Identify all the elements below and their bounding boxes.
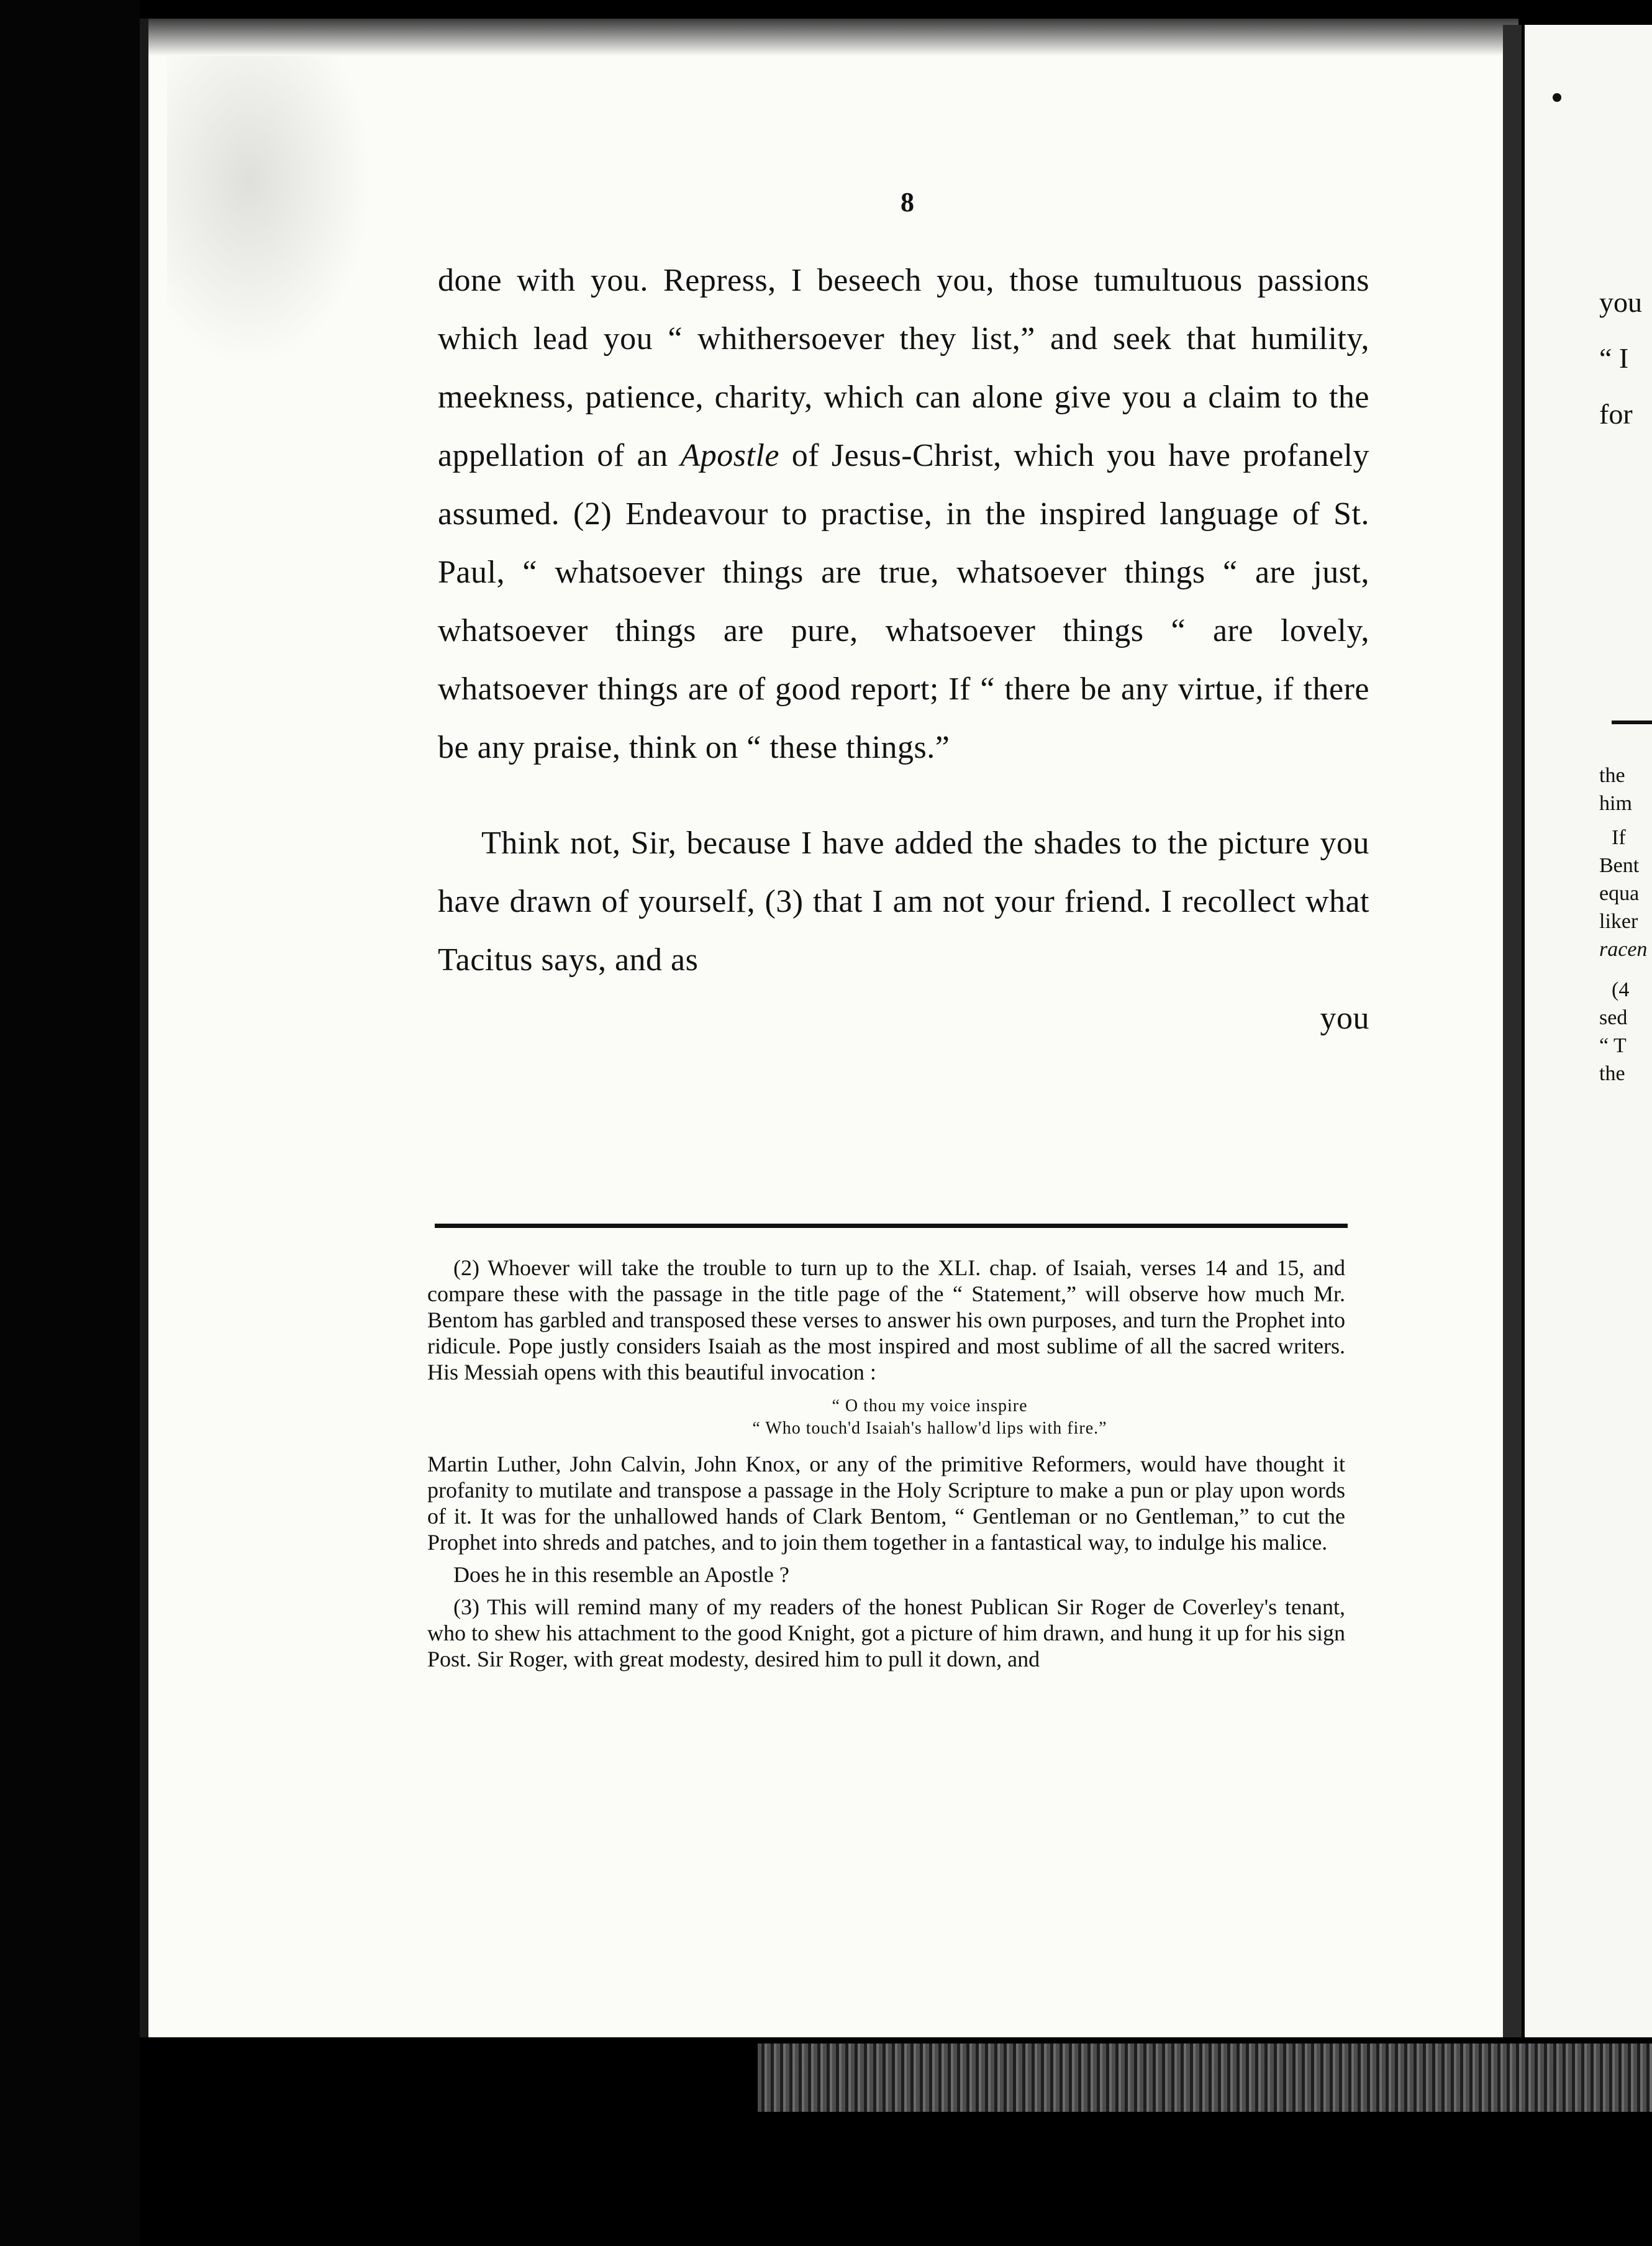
footnote-3: (3) This will remind many of my readers of the honest Publican Sir Roger de Coverley's tenant, who to shew his attachment to the good Knight, got a picture of him drawn, and hung it up for his sign Post. Sir Roger, with great modesty, desired him to pull it down, and	[427, 1594, 1345, 1671]
facing-line-5: him	[1599, 792, 1632, 815]
facing-line-3: for	[1599, 398, 1633, 430]
catchword: you	[1320, 1001, 1369, 1036]
ink-dot	[1553, 93, 1561, 102]
scan-background	[0, 0, 140, 2246]
scan-noise-strip	[758, 2044, 1652, 2112]
facing-line-12: sed	[1599, 1006, 1628, 1029]
facing-line-11: (4	[1612, 978, 1630, 1001]
water-stain	[167, 56, 372, 366]
footnote-rule	[435, 1224, 1348, 1228]
facing-page-text	[1525, 25, 1652, 2037]
verse-line-2: “ Who touch'd Isaiah's hallow'd lips with fire.”	[752, 1419, 1107, 1438]
facing-rule	[1612, 721, 1652, 724]
facing-line-6: If	[1612, 826, 1626, 849]
verse-quote	[427, 1395, 1345, 1440]
verse-line-1: “ O thou my voice inspire	[832, 1396, 1028, 1416]
footnotes	[427, 1255, 1345, 1678]
book-gutter	[1503, 25, 1522, 2037]
facing-line-9: liker	[1599, 910, 1638, 933]
paragraph-1-text: done with you. Repress, I beseech you, those tumultuous passions which lead you “ whithersoever they list,” and seek that humility, meekness, patience, charity, which can alone give you a claim to the appellation of an	[438, 263, 1369, 473]
facing-line-8: equa	[1599, 882, 1640, 905]
paragraph-1-rest: of Jesus-Christ, which you have profanely assumed. (2) Endeavour to practise, in the inspired language of St. Paul, “ whatsoever things are true, whatsoever things “ are just, whatsoever things are pure, whatsoever things “ are lovely, whatsoever things are of good report; If “ there be any virtue, if there be any praise, think on “ these things.”	[438, 438, 1369, 765]
page-number: 8	[901, 187, 914, 217]
page-top-shadow	[148, 19, 1518, 56]
main-text	[438, 252, 1369, 1048]
footnote-2-question: Does he in this resemble an Apostle ?	[453, 1562, 789, 1587]
facing-line-4: the	[1599, 764, 1625, 787]
facing-line-14: the	[1599, 1062, 1625, 1085]
facing-line-1: you	[1599, 286, 1642, 318]
footnote-2-continued: Martin Luther, John Calvin, John Knox, or any of the primitive Reformers, would have thought it profanity to mutilate and transpose a passage in the Holy Scripture to make a pun or play upon words of it. It was for the unhallowed hands of Clark Bentom, “ Gentleman or no Gentleman,” to cut the Prophet into shreds and patches, and to join them together in a fantastical way, to indulge his malice.	[427, 1452, 1345, 1555]
facing-line-13: “ T	[1599, 1034, 1627, 1057]
paragraph-2: Think not, Sir, because I have added the shades to the picture you have drawn of yourself, (3) that I am not your friend. I recollect what Tacitus says, and as	[438, 825, 1369, 978]
paragraph-1	[438, 252, 1369, 777]
facing-line-7: Bent	[1599, 854, 1640, 877]
facing-line-10: racen	[1599, 938, 1648, 961]
facing-page	[1525, 25, 1652, 2037]
italic-word: Apostle	[680, 438, 779, 473]
footnote-2: (2) Whoever will take the trouble to turn up to the XLI. chap. of Isaiah, verses 14 and 15, and compare these with the passage in the title page of the “ Statement,” will observe how much Mr. Bentom has garbled and transposed these verses to answer his own purposes, and turn the Prophet into ridicule. Pope justly considers Isaiah as the most inspired and most sublime of all the sacred writers. His Messiah opens with this beautiful invocation :	[427, 1255, 1345, 1384]
facing-line-2: “ I	[1599, 342, 1629, 374]
